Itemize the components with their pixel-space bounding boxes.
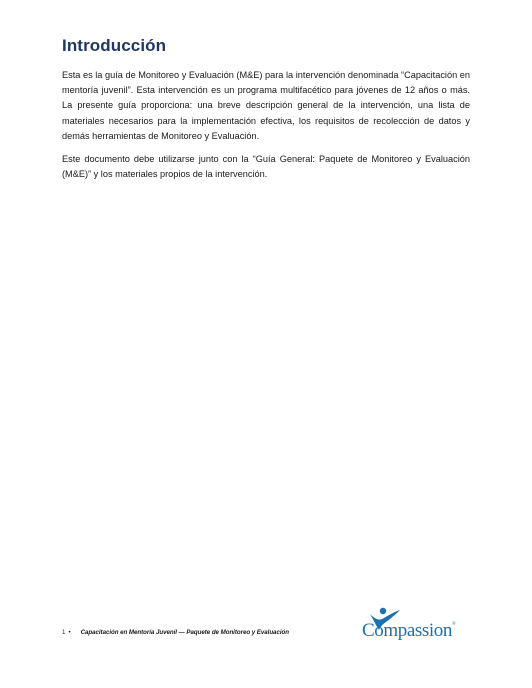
page-number: 1 bbox=[62, 629, 66, 636]
logo-name: Compassion bbox=[362, 620, 452, 641]
trademark-symbol: ® bbox=[451, 622, 456, 627]
logo-wordmark bbox=[362, 620, 455, 642]
page-title: Introducción bbox=[62, 36, 167, 55]
footer-title: Capacitación en Mentoría Juvenil — Paquete de Monitoreo y Evaluación bbox=[80, 629, 289, 636]
footer-bullet: • bbox=[68, 629, 71, 636]
intro-paragraph: Esta es la guía de Monitoreo y Evaluación (M&E) para la intervención denominada “Capacitación en mentoría juvenil”. Esta intervención es un programa multifacético para jóvenes de 12 años o más. La presente guía proporciona: una breve descripción general de la intervención, una lista de materiales necesarios para la implementación efectiva, los requisitos de recolección de datos y demás herramientas de Monitoreo y Evaluación. bbox=[62, 70, 470, 141]
usage-paragraph: Este documento debe utilizarse junto con la “Guía General: Paquete de Monitoreo y Evaluación (M&E)” y los materiales propios de la intervención. bbox=[62, 154, 470, 180]
page-footer bbox=[62, 629, 289, 636]
compassion-logo bbox=[362, 606, 466, 646]
